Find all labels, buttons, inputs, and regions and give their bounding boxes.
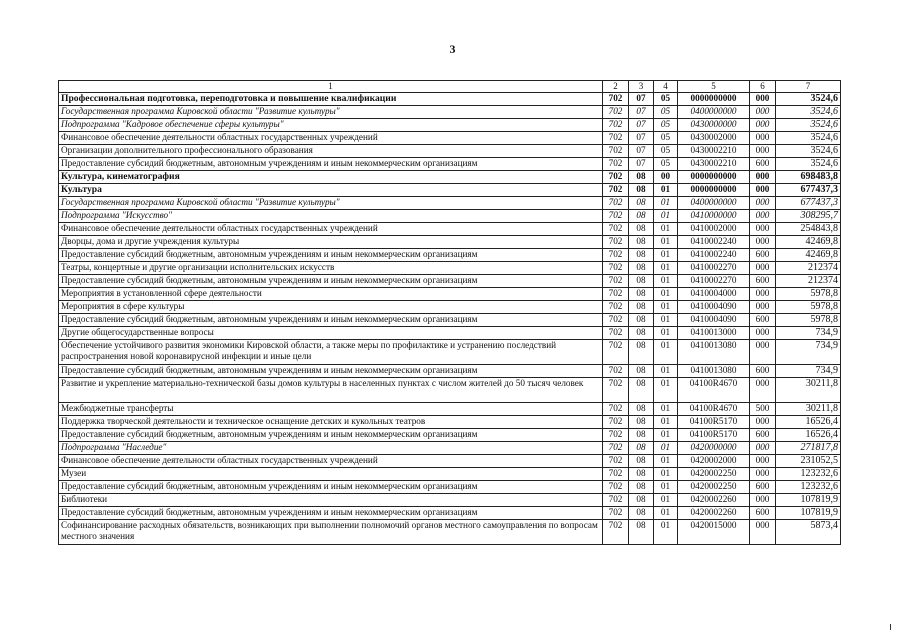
budget-item-name: Библиотеки <box>59 494 603 507</box>
subsection-code: 01 <box>654 468 678 481</box>
section-code: 08 <box>629 494 654 507</box>
ministry-code: 702 <box>603 171 629 184</box>
column-header: 3 <box>629 81 654 93</box>
budget-item-name: Предоставление субсидий бюджетным, автономным учреждениям и иным некоммерческим организациям <box>59 249 603 262</box>
target-article-code: 0410002270 <box>678 262 750 275</box>
amount-value: 107819,9 <box>776 507 841 520</box>
section-code: 08 <box>629 365 654 378</box>
expense-type-code: 000 <box>750 236 776 249</box>
table-row <box>59 442 841 455</box>
table-row <box>59 288 841 301</box>
expense-type-code: 000 <box>750 184 776 197</box>
target-article-code: 0410004090 <box>678 301 750 314</box>
section-code: 07 <box>629 158 654 171</box>
column-header: 6 <box>750 81 776 93</box>
expense-type-code: 600 <box>750 275 776 288</box>
table-row <box>59 314 841 327</box>
table-row <box>59 340 841 365</box>
subsection-code: 01 <box>654 429 678 442</box>
table-row <box>59 93 841 106</box>
ministry-code: 702 <box>603 132 629 145</box>
scan-edge-mark <box>890 624 891 630</box>
budget-item-name: Финансовое обеспечение деятельности областных государственных учреждений <box>59 455 603 468</box>
budget-item-name: Предоставление субсидий бюджетным, автономным учреждениям и иным некоммерческим организациям <box>59 481 603 494</box>
budget-item-name: Предоставление субсидий бюджетным, автономным учреждениям и иным некоммерческим организациям <box>59 275 603 288</box>
amount-value: 212374 <box>776 275 841 288</box>
expense-type-code: 000 <box>750 494 776 507</box>
table-row <box>59 365 841 378</box>
section-code: 08 <box>629 275 654 288</box>
budget-item-name: Государственная программа Кировской области "Развитие культуры" <box>59 106 603 119</box>
target-article-code: 0410013080 <box>678 365 750 378</box>
amount-value: 16526,4 <box>776 429 841 442</box>
expense-type-code: 000 <box>750 197 776 210</box>
section-code: 08 <box>629 314 654 327</box>
section-code: 08 <box>629 403 654 416</box>
budget-item-name: Культура, кинематография <box>59 171 603 184</box>
expense-type-code: 000 <box>750 93 776 106</box>
subsection-code: 01 <box>654 481 678 494</box>
budget-item-name: Обеспечение устойчивого развития экономики Кировской области, а также меры по профилактике и устранению последствий распространения новой коронавирусной инфекции и иные цели <box>59 340 603 365</box>
section-code: 08 <box>629 223 654 236</box>
table-row <box>59 416 841 429</box>
expense-type-code: 000 <box>750 455 776 468</box>
target-article-code: 0000000000 <box>678 184 750 197</box>
table-row <box>59 106 841 119</box>
section-code: 08 <box>629 249 654 262</box>
amount-value: 42469,8 <box>776 236 841 249</box>
table-row <box>59 132 841 145</box>
ministry-code: 702 <box>603 442 629 455</box>
amount-value: 16526,4 <box>776 416 841 429</box>
subsection-code: 01 <box>654 249 678 262</box>
column-header: 7 <box>776 81 841 93</box>
ministry-code: 702 <box>603 416 629 429</box>
expense-type-code: 600 <box>750 314 776 327</box>
amount-value: 3524,6 <box>776 158 841 171</box>
budget-item-name: Финансовое обеспечение деятельности областных государственных учреждений <box>59 132 603 145</box>
target-article-code: 0410013000 <box>678 327 750 340</box>
expense-type-code: 000 <box>750 145 776 158</box>
budget-item-name: Другие общегосударственные вопросы <box>59 327 603 340</box>
table-row <box>59 119 841 132</box>
expense-type-code: 600 <box>750 507 776 520</box>
amount-value: 308295,7 <box>776 210 841 223</box>
section-code: 08 <box>629 429 654 442</box>
section-code: 08 <box>629 184 654 197</box>
subsection-code: 05 <box>654 93 678 106</box>
ministry-code: 702 <box>603 184 629 197</box>
ministry-code: 702 <box>603 327 629 340</box>
budget-item-name: Мероприятия в сфере культуры <box>59 301 603 314</box>
column-header: 5 <box>678 81 750 93</box>
subsection-code: 00 <box>654 171 678 184</box>
ministry-code: 702 <box>603 93 629 106</box>
expense-type-code: 000 <box>750 132 776 145</box>
expense-type-code: 000 <box>750 416 776 429</box>
amount-value: 231052,5 <box>776 455 841 468</box>
expense-type-code: 000 <box>750 301 776 314</box>
target-article-code: 0430002210 <box>678 145 750 158</box>
column-header: 4 <box>654 81 678 93</box>
section-code: 07 <box>629 119 654 132</box>
table-row <box>59 275 841 288</box>
table-row <box>59 301 841 314</box>
amount-value: 30211,8 <box>776 378 841 403</box>
budget-item-name: Организации дополнительного профессионального образования <box>59 145 603 158</box>
section-code: 07 <box>629 106 654 119</box>
table-row <box>59 262 841 275</box>
column-header: 2 <box>603 81 629 93</box>
budget-item-name: Культура <box>59 184 603 197</box>
target-article-code: 0410000000 <box>678 210 750 223</box>
ministry-code: 702 <box>603 520 629 545</box>
expense-type-code: 000 <box>750 119 776 132</box>
target-article-code: 0410002000 <box>678 223 750 236</box>
subsection-code: 01 <box>654 197 678 210</box>
ministry-code: 702 <box>603 249 629 262</box>
ministry-code: 702 <box>603 158 629 171</box>
amount-value: 677437,3 <box>776 184 841 197</box>
ministry-code: 702 <box>603 507 629 520</box>
expense-type-code: 000 <box>750 262 776 275</box>
table-row <box>59 210 841 223</box>
budget-item-name: Софинансирование расходных обязательств, возникающих при выполнении полномочий органов местного самоуправления по вопросам местного значения <box>59 520 603 545</box>
ministry-code: 702 <box>603 197 629 210</box>
ministry-code: 702 <box>603 119 629 132</box>
section-code: 08 <box>629 236 654 249</box>
budget-item-name: Предоставление субсидий бюджетным, автономным учреждениям и иным некоммерческим организациям <box>59 158 603 171</box>
ministry-code: 702 <box>603 429 629 442</box>
amount-value: 3524,6 <box>776 106 841 119</box>
budget-item-name: Финансовое обеспечение деятельности областных государственных учреждений <box>59 223 603 236</box>
target-article-code: 0430000000 <box>678 119 750 132</box>
table-row <box>59 158 841 171</box>
subsection-code: 01 <box>654 365 678 378</box>
target-article-code: 0410002240 <box>678 249 750 262</box>
subsection-code: 05 <box>654 106 678 119</box>
target-article-code: 0410002240 <box>678 236 750 249</box>
amount-value: 3524,6 <box>776 93 841 106</box>
subsection-code: 01 <box>654 262 678 275</box>
amount-value: 698483,8 <box>776 171 841 184</box>
subsection-code: 05 <box>654 119 678 132</box>
target-article-code: 0420002260 <box>678 494 750 507</box>
budget-item-name: Мероприятия в установленной сфере деятельности <box>59 288 603 301</box>
budget-item-name: Предоставление субсидий бюджетным, автономным учреждениям и иным некоммерческим организациям <box>59 429 603 442</box>
subsection-code: 01 <box>654 507 678 520</box>
table-row <box>59 184 841 197</box>
table-row <box>59 507 841 520</box>
amount-value: 677437,3 <box>776 197 841 210</box>
target-article-code: 0420002250 <box>678 468 750 481</box>
table-row <box>59 378 841 403</box>
ministry-code: 702 <box>603 106 629 119</box>
amount-value: 107819,9 <box>776 494 841 507</box>
target-article-code: 04100R5170 <box>678 429 750 442</box>
column-number-row <box>59 81 841 93</box>
expense-type-code: 000 <box>750 520 776 545</box>
table-row <box>59 468 841 481</box>
amount-value: 5978,8 <box>776 314 841 327</box>
expense-type-code: 600 <box>750 365 776 378</box>
budget-item-name: Дворцы, дома и другие учреждения культуры <box>59 236 603 249</box>
column-header: 1 <box>59 81 603 93</box>
target-article-code: 0410004000 <box>678 288 750 301</box>
section-code: 08 <box>629 468 654 481</box>
section-code: 08 <box>629 262 654 275</box>
target-article-code: 0400000000 <box>678 197 750 210</box>
amount-value: 123232,6 <box>776 468 841 481</box>
expense-type-code: 000 <box>750 223 776 236</box>
subsection-code: 01 <box>654 378 678 403</box>
section-code: 08 <box>629 455 654 468</box>
ministry-code: 702 <box>603 365 629 378</box>
ministry-code: 702 <box>603 223 629 236</box>
section-code: 08 <box>629 210 654 223</box>
ministry-code: 702 <box>603 275 629 288</box>
subsection-code: 01 <box>654 210 678 223</box>
expense-type-code: 500 <box>750 403 776 416</box>
budget-item-name: Государственная программа Кировской области "Развитие культуры" <box>59 197 603 210</box>
expense-type-code: 000 <box>750 442 776 455</box>
amount-value: 42469,8 <box>776 249 841 262</box>
target-article-code: 0420002000 <box>678 455 750 468</box>
ministry-code: 702 <box>603 494 629 507</box>
table-row <box>59 481 841 494</box>
target-article-code: 0420000000 <box>678 442 750 455</box>
ministry-code: 702 <box>603 403 629 416</box>
amount-value: 5978,8 <box>776 301 841 314</box>
target-article-code: 0410002270 <box>678 275 750 288</box>
subsection-code: 01 <box>654 494 678 507</box>
expense-type-code: 600 <box>750 481 776 494</box>
subsection-code: 01 <box>654 314 678 327</box>
ministry-code: 702 <box>603 340 629 365</box>
ministry-code: 702 <box>603 210 629 223</box>
target-article-code: 0420002260 <box>678 507 750 520</box>
budget-item-name: Поддержка творческой деятельности и техническое оснащение детских и кукольных театров <box>59 416 603 429</box>
budget-table <box>58 80 841 545</box>
subsection-code: 01 <box>654 236 678 249</box>
target-article-code: 0000000000 <box>678 93 750 106</box>
ministry-code: 702 <box>603 468 629 481</box>
expense-type-code: 000 <box>750 378 776 403</box>
subsection-code: 01 <box>654 455 678 468</box>
amount-value: 3524,6 <box>776 119 841 132</box>
target-article-code: 0410004090 <box>678 314 750 327</box>
expense-type-code: 000 <box>750 171 776 184</box>
section-code: 08 <box>629 340 654 365</box>
budget-item-name: Подпрограмма "Кадровое обеспечение сферы культуры" <box>59 119 603 132</box>
table-row <box>59 197 841 210</box>
ministry-code: 702 <box>603 378 629 403</box>
subsection-code: 01 <box>654 416 678 429</box>
section-code: 07 <box>629 93 654 106</box>
expense-type-code: 000 <box>750 340 776 365</box>
table-row <box>59 171 841 184</box>
target-article-code: 04100R4670 <box>678 378 750 403</box>
ministry-code: 702 <box>603 288 629 301</box>
ministry-code: 702 <box>603 314 629 327</box>
budget-item-name: Подпрограмма "Наследие" <box>59 442 603 455</box>
section-code: 08 <box>629 327 654 340</box>
target-article-code: 0000000000 <box>678 171 750 184</box>
subsection-code: 05 <box>654 145 678 158</box>
expense-type-code: 000 <box>750 106 776 119</box>
section-code: 08 <box>629 301 654 314</box>
subsection-code: 01 <box>654 403 678 416</box>
target-article-code: 04100R4670 <box>678 403 750 416</box>
expense-type-code: 000 <box>750 468 776 481</box>
amount-value: 5978,8 <box>776 288 841 301</box>
target-article-code: 0430002000 <box>678 132 750 145</box>
table-row <box>59 327 841 340</box>
expense-type-code: 000 <box>750 210 776 223</box>
table-row <box>59 249 841 262</box>
amount-value: 30211,8 <box>776 403 841 416</box>
subsection-code: 01 <box>654 327 678 340</box>
ministry-code: 702 <box>603 262 629 275</box>
section-code: 08 <box>629 378 654 403</box>
ministry-code: 702 <box>603 236 629 249</box>
budget-item-name: Предоставление субсидий бюджетным, автономным учреждениям и иным некоммерческим организациям <box>59 314 603 327</box>
section-code: 07 <box>629 132 654 145</box>
section-code: 07 <box>629 145 654 158</box>
budget-item-name: Профессиональная подготовка, переподготовка и повышение квалификации <box>59 93 603 106</box>
subsection-code: 05 <box>654 158 678 171</box>
ministry-code: 702 <box>603 301 629 314</box>
expense-type-code: 000 <box>750 288 776 301</box>
target-article-code: 0410013080 <box>678 340 750 365</box>
budget-item-name: Музеи <box>59 468 603 481</box>
subsection-code: 01 <box>654 223 678 236</box>
page-number: 3 <box>449 42 456 56</box>
amount-value: 734,9 <box>776 365 841 378</box>
amount-value: 3524,6 <box>776 145 841 158</box>
table-row <box>59 429 841 442</box>
subsection-code: 01 <box>654 442 678 455</box>
subsection-code: 01 <box>654 288 678 301</box>
ministry-code: 702 <box>603 455 629 468</box>
expense-type-code: 000 <box>750 327 776 340</box>
expense-type-code: 600 <box>750 158 776 171</box>
section-code: 08 <box>629 288 654 301</box>
ministry-code: 702 <box>603 481 629 494</box>
budget-item-name: Предоставление субсидий бюджетным, автономным учреждениям и иным некоммерческим организациям <box>59 365 603 378</box>
table-row <box>59 455 841 468</box>
table-row <box>59 223 841 236</box>
subsection-code: 01 <box>654 275 678 288</box>
section-code: 08 <box>629 416 654 429</box>
amount-value: 123232,6 <box>776 481 841 494</box>
section-code: 08 <box>629 171 654 184</box>
target-article-code: 0430002210 <box>678 158 750 171</box>
table-row <box>59 494 841 507</box>
budget-item-name: Театры, концертные и другие организации исполнительских искусств <box>59 262 603 275</box>
budget-item-name: Межбюджетные трансферты <box>59 403 603 416</box>
subsection-code: 01 <box>654 184 678 197</box>
budget-item-name: Развитие и укрепление материально-технической базы домов культуры в населенных пунктах с числом жителей до 50 тысяч человек <box>59 378 603 403</box>
section-code: 08 <box>629 197 654 210</box>
amount-value: 212374 <box>776 262 841 275</box>
ministry-code: 702 <box>603 145 629 158</box>
subsection-code: 01 <box>654 340 678 365</box>
amount-value: 5873,4 <box>776 520 841 545</box>
table-row <box>59 236 841 249</box>
subsection-code: 05 <box>654 132 678 145</box>
target-article-code: 0420015000 <box>678 520 750 545</box>
section-code: 08 <box>629 507 654 520</box>
section-code: 08 <box>629 481 654 494</box>
table-row <box>59 520 841 545</box>
amount-value: 3524,6 <box>776 132 841 145</box>
section-code: 08 <box>629 520 654 545</box>
subsection-code: 01 <box>654 301 678 314</box>
target-article-code: 04100R5170 <box>678 416 750 429</box>
section-code: 08 <box>629 442 654 455</box>
subsection-code: 01 <box>654 520 678 545</box>
budget-item-name: Подпрограмма "Искусство" <box>59 210 603 223</box>
target-article-code: 0400000000 <box>678 106 750 119</box>
amount-value: 734,9 <box>776 340 841 365</box>
expense-type-code: 600 <box>750 249 776 262</box>
amount-value: 254843,8 <box>776 223 841 236</box>
table-row <box>59 145 841 158</box>
expense-type-code: 600 <box>750 429 776 442</box>
table-row <box>59 403 841 416</box>
target-article-code: 0420002250 <box>678 481 750 494</box>
amount-value: 271817,8 <box>776 442 841 455</box>
budget-item-name: Предоставление субсидий бюджетным, автономным учреждениям и иным некоммерческим организациям <box>59 507 603 520</box>
amount-value: 734,9 <box>776 327 841 340</box>
